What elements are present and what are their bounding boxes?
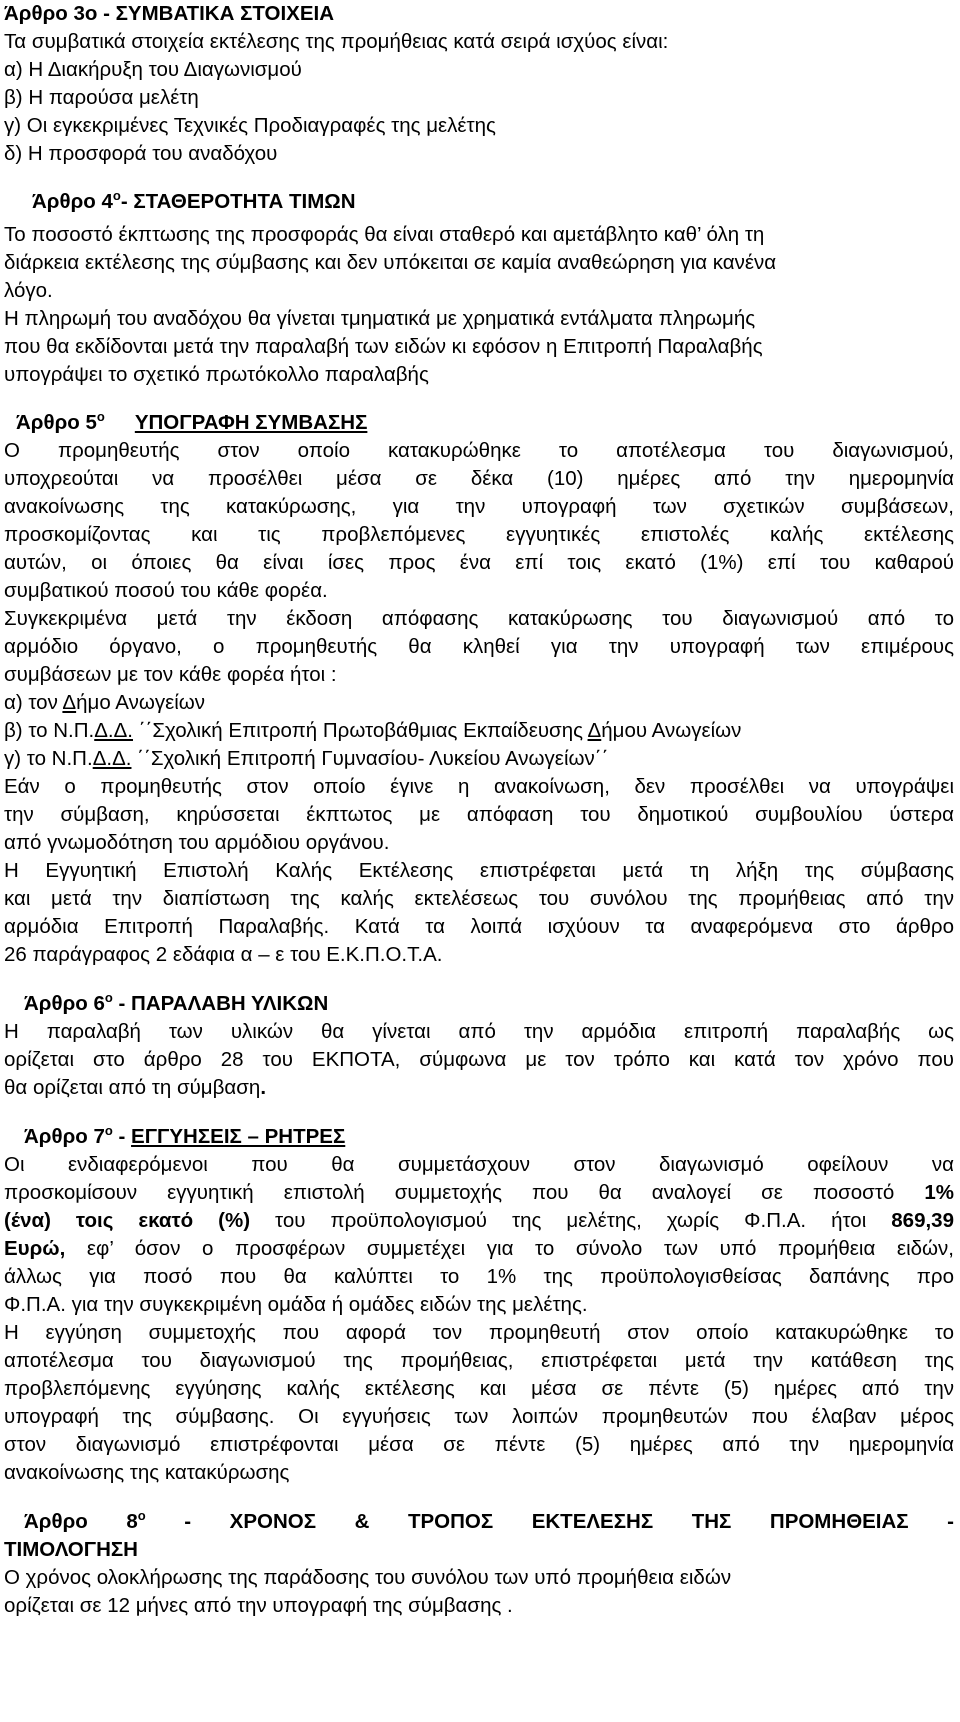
article-7-line: στον διαγωνισμό επιστρέφονται μέσα σε πέντε (5) ημέρες από την ημερομηνία (4, 1433, 954, 1456)
article-7-line: Φ.Π.Α. για την συγκεκριμένη ομάδα ή ομάδες ειδών της μελέτης. (4, 1293, 588, 1316)
article-4-line: που θα εκδίδονται μετά την παραλαβή των ειδών κι εφόσον η Επιτροπή Παραλαβής (4, 335, 763, 358)
line-text: γ) το Ν.Π. (4, 747, 93, 770)
article-7-line: υπογραφή της σύμβασης. Οι εγγυήσεις των λοιπών προμηθευτών που έλαβαν μέρος (4, 1405, 954, 1428)
article-7-line: άλλως για ποσό που θα καλύπτει το 1% της προϋπολογισθείσας δαπάνης προ (4, 1265, 954, 1288)
article-4-heading (32, 188, 960, 216)
line-text: προσκομίσουν εγγυητική επιστολή συμμετοχής που θα αναλογεί σε ποσοστό (4, 1181, 925, 1204)
heading-title: ΕΓΓΥΗΣΕΙΣ – ΡΗΤΡΕΣ (131, 1125, 346, 1148)
article-4-line: Το ποσοστό έκπτωσης της προσφοράς θα είναι σταθερό και αμετάβλητο καθ’ όλη τη (4, 223, 765, 246)
article-7-line: αποτέλεσμα του διαγωνισμού της προμήθειας, επιστρέφεται μετά την κατάθεση της (4, 1349, 954, 1372)
article-5-line: Ο προμηθευτής στον οποίο κατακυρώθηκε το αποτέλεσμα του διαγωνισμού, (4, 439, 954, 462)
article-5-line: ανακοίνωσης της κατακύρωσης, για την υπογραφή των σχετικών συμβάσεων, (4, 495, 954, 518)
article-8-heading (24, 1508, 954, 1536)
line-text: β) το Ν.Π. (4, 719, 95, 742)
article-6-line: Η παραλαβή των υλικών θα γίνεται από την αρμόδια επιτροπή παραλαβής ως (4, 1020, 954, 1043)
heading-title: - ΧΡΟΝΟΣ & ΤΡΟΠΟΣ ΕΚΤΕΛΕΣΗΣ ΤΗΣ ΠΡΟΜΗΘΕΙΑΣ - (184, 1510, 954, 1533)
ordinal-superscript: ο (112, 188, 121, 203)
underlined-letter: Δ (587, 719, 602, 742)
article-4-line: λόγο. (4, 279, 53, 302)
article-6-line (4, 1074, 954, 1102)
heading-text: Άρθρο 4 (32, 190, 113, 213)
article-5-line: αρμόδιο όργανο, ο προμηθευτής θα κληθεί για την υπογραφή των επιμέρους (4, 635, 954, 658)
bold-currency: Ευρώ, (4, 1237, 66, 1260)
article-7-line: Οι ενδιαφερόμενοι που θα συμμετάσχουν στον διαγωνισμό οφείλουν να (4, 1153, 954, 1176)
line-text: ήμου Ανωγείων (601, 719, 742, 742)
article-5-line (4, 689, 954, 717)
article-5-line: προσκομίζοντας και τις προβλεπόμενες εγγυητικές επιστολές καλής εκτέλεσης (4, 523, 954, 546)
bold-percentage: 1% (924, 1181, 954, 1204)
article-8-line: Ο χρόνος ολοκλήρωσης της παράδοσης του συνόλου των υπό προμήθεια ειδών (4, 1566, 732, 1589)
heading-text: Άρθρο 6 (24, 992, 105, 1015)
article-8-heading-continuation: ΤΙΜΟΛΟΓΗΣΗ (4, 1538, 138, 1561)
heading-text: Άρθρο 7 (24, 1125, 105, 1148)
article-3-item-c: γ) Οι εγκεκριμένες Τεχνικές Προδιαγραφές της μελέτης (4, 114, 496, 137)
heading-text: Άρθρο 5 (16, 411, 97, 434)
line-text: του προϋπολογισμού της μελέτης, χωρίς Φ.Π.Α. ήτοι (250, 1209, 892, 1232)
article-3-intro: Τα συμβατικά στοιχεία εκτέλεσης της προμήθειας κατά σειρά ισχύος είναι: (4, 30, 669, 53)
heading-title: - ΣΤΑΘΕΡΟΤΗΤΑ ΤΙΜΩΝ (120, 190, 356, 213)
heading-title: - ΠΑΡΑΛΑΒΗ ΥΛΙΚΩΝ (112, 992, 329, 1015)
article-5-line: αυτών, οι όποιες θα είναι ίσες προς ένα επί τοις εκατό (1%) επί του καθαρού (4, 551, 954, 574)
article-5-line: την σύμβαση, κηρύσσεται έκπτωτος με απόφαση του δημοτικού συμβουλίου ύστερα (4, 803, 954, 826)
article-7-heading (24, 1123, 960, 1151)
line-text: α) τον (4, 691, 63, 714)
ordinal-superscript: ο (137, 1508, 146, 1523)
line-text: ΄΄Σχολική Επιτροπή Γυμνασίου- Λυκείου Ανωγείων΄΄ (131, 747, 609, 770)
line-end-dot: . (260, 1076, 267, 1099)
bold-amount: 869,39 (891, 1209, 954, 1232)
underlined-text: Δ.Δ. (92, 747, 132, 770)
line-text: εφ’ όσον ο προσφέρων συμμετέχει για το σύνολο των υπό προμήθεια ειδών, (65, 1237, 954, 1260)
article-5-line: Η Εγγυητική Επιστολή Καλής Εκτέλεσης επιστρέφεται μετά τη λήξη της σύμβασης (4, 859, 954, 882)
line-text: ήμο Ανωγείων (76, 691, 206, 714)
article-3-item-a: α) Η Διακήρυξη του Διαγωνισμού (4, 58, 302, 81)
article-7-line: Η εγγύηση συμμετοχής που αφορά τον προμηθευτή στον οποίο κατακυρώθηκε το (4, 1321, 954, 1344)
article-5-line: υποχρεούται να προσέλθει μέσα σε δέκα (10) ημέρες από την ημερομηνία (4, 467, 954, 490)
article-3-heading: Άρθρο 3ο - ΣΥΜΒΑΤΙΚΑ ΣΤΟΙΧΕΙΑ (4, 2, 335, 25)
article-8-line: ορίζεται σε 12 μήνες από την υπογραφή της σύμβασης . (4, 1594, 513, 1617)
article-6-line: ορίζεται στο άρθρο 28 του ΕΚΠΟΤΑ, σύμφωνα με τον τρόπο και κατά τον χρόνο που (4, 1048, 954, 1071)
article-7-line: ανακοίνωσης της κατακύρωσης (4, 1461, 290, 1484)
article-5-line (4, 745, 954, 773)
article-7-line: προβλεπόμενης εγγύησης καλής εκτέλεσης και μέσα σε πέντε (5) ημέρες από την (4, 1377, 954, 1400)
ordinal-superscript: ο (96, 409, 105, 424)
article-5-line (4, 717, 954, 745)
article-5-line: Εάν ο προμηθευτής στον οποίο έγινε η ανακοίνωση, δεν προσέλθει να υπογράψει (4, 775, 954, 798)
article-7-line (4, 1235, 954, 1263)
heading-title: ΥΠΟΓΡΑΦΗ ΣΥΜΒΑΣΗΣ (134, 411, 368, 434)
article-5-line: αρμόδια Επιτροπή Παραλαβής. Κατά τα λοιπά ισχύουν τα αναφερόμενα στο άρθρο (4, 915, 954, 938)
article-4-line: Η πληρωμή του αναδόχου θα γίνεται τμηματικά με χρηματικά εντάλματα πληρωμής (4, 307, 756, 330)
article-4-line: διάρκεια εκτέλεσης της σύμβασης και δεν υπόκειται σε καμία αναθεώρηση για κανένα (4, 251, 777, 274)
article-5-line: από γνωμοδότηση του αρμόδιου οργάνου. (4, 831, 390, 854)
article-7-line (4, 1207, 954, 1235)
bold-percentage: (ένα) τοις εκατό (%) (4, 1209, 251, 1232)
heading-text: Άρθρο 8 (24, 1510, 138, 1533)
article-5-line: συμβάσεων με τον κάθε φορέα ήτοι : (4, 663, 337, 686)
line-text: ΄΄Σχολική Επιτροπή Πρωτοβάθμιας Εκπαίδευσης (133, 719, 588, 742)
article-3-item-d: δ) Η προσφορά του αναδόχου (4, 142, 278, 165)
line-text: θα ορίζεται από τη σύμβαση (4, 1076, 261, 1099)
article-5-line: Συγκεκριμένα μετά την έκδοση απόφασης κατακύρωσης του διαγωνισμού από το (4, 607, 954, 630)
underlined-text: Δ.Δ. (94, 719, 133, 742)
article-5-heading (16, 409, 960, 437)
ordinal-superscript: ο (104, 1123, 113, 1138)
article-3-item-b: β) Η παρούσα μελέτη (4, 86, 199, 109)
article-4-line: υπογράψει το σχετικό πρωτόκολλο παραλαβής (4, 363, 429, 386)
article-5-line: 26 παράγραφος 2 εδάφια α – ε του Ε.Κ.Π.Ο.Τ.Α. (4, 943, 443, 966)
heading-separator: - (112, 1125, 132, 1148)
article-7-line (4, 1179, 954, 1207)
article-6-heading (24, 990, 960, 1018)
underlined-letter: Δ (62, 691, 77, 714)
ordinal-superscript: ο (104, 990, 113, 1005)
article-5-line: συμβατικού ποσού του κάθε φορέα. (4, 579, 328, 602)
article-5-line: και μετά την διαπίστωση της καλής εκτελέσεως του συνόλου της προμήθειας από την (4, 887, 954, 910)
